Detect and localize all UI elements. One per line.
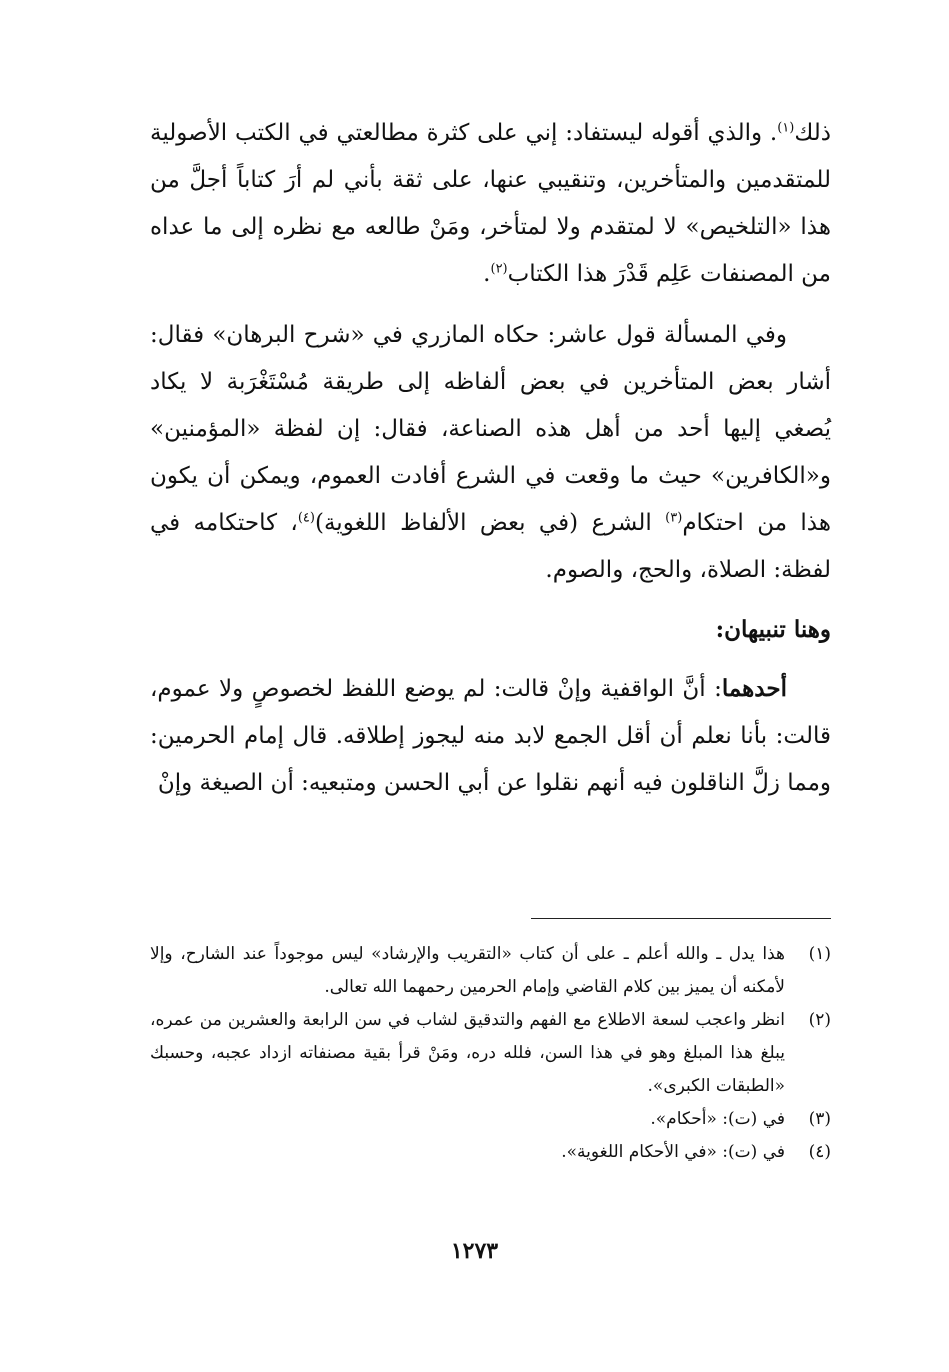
paragraph-2 <box>150 312 831 594</box>
footnote-2 <box>150 1004 831 1103</box>
footnote-text: انظر واعجب لسعة الاطلاع مع الفهم والتدقيق لشاب في سن الرابعة والعشرين من عمره، يبلغ هذا المبلغ وهو في هذا السن، فلله دره، ومَنْ قرأ بقية مصنفاته ازداد عجبه، وحسبك «الطبقات الكبرى». <box>150 1010 785 1096</box>
footnote-text: في (ت): «في الأحكام اللغوية». <box>561 1142 785 1162</box>
text-run: . والذي أقوله ليستفاد: إني على كثرة مطالعتي في الكتب الأصولية للمتقدمين والمتأخرين، وتنقيبي عنها، على ثقة بأني لم أرَ كتاباً أجلَّ من هذا «التلخيص» لا لمتقدم ولا لمتأخر، ومَنْ طالعه مع نظره إلى ما عداه من المصنفات عَلِم قَدْرَ هذا الكتاب <box>150 120 831 287</box>
footnote-number: (١) <box>808 944 831 964</box>
footnote-4 <box>150 1136 831 1169</box>
footnotes <box>150 938 831 1169</box>
lead-word: أحدهما <box>721 675 787 702</box>
paragraph-1 <box>150 110 831 298</box>
footnote-1 <box>150 938 831 1004</box>
text-run: ، كاحتكامه في لفظة: الصلاة، والحج، والصوم. <box>150 510 831 583</box>
footnote-ref-3[interactable]: (٣) <box>665 510 683 526</box>
footnote-ref-1[interactable]: (١) <box>777 120 795 136</box>
footnote-number: (٣) <box>808 1109 831 1129</box>
text-run: : أنَّ الواقفية وإنْ قالت: لم يوضع اللفظ لخصوصٍ ولا عموم، قالت: بأنا نعلم أن أقل الجمع لابد منه ليجوز إطلاقه. قال إمام الحرمين: ومما زلَّ الناقلون فيه أنهم نقلوا عن أبي الحسن ومتبعيه: أن الصيغة وإنْ <box>150 676 831 796</box>
text-run: الشرع (في بعض الألفاظ اللغوية) <box>314 510 666 536</box>
text-run: وفي المسألة قول عاشر: حكاه المازري في «شرح البرهان» فقال: أشار بعض المتأخرين في بعض ألفاظه إلى طريقة مُسْتَغْرَبة لا يكاد يُصغي إليها أحد من أهل هذه الصناعة، فقال: إن لفظة «المؤمنين» و«الكافرين» حيث ما وقعت في الشرع أفادت العموم، ويمكن أن يكون هذا من احتكام <box>150 322 831 536</box>
footnote-ref-4[interactable]: (٤) <box>297 510 315 526</box>
section-heading: وهنا تنبيهان: <box>715 616 831 643</box>
footnote-text: في (ت): «أحكام». <box>650 1109 785 1129</box>
text-run: . <box>483 261 491 287</box>
footnote-ref-2[interactable]: (٢) <box>490 261 508 277</box>
main-text <box>150 110 831 807</box>
footnote-divider <box>531 918 831 919</box>
text-run: ذلك <box>794 120 831 146</box>
page-number: ١٢٧٣ <box>450 1238 499 1264</box>
footnote-number: (٤) <box>808 1142 831 1162</box>
footnote-3 <box>150 1103 831 1136</box>
footnote-text: هذا يدل ـ والله أعلم ـ على أن كتاب «التقريب والإرشاد» ليس موجوداً عند الشارح، وإلا لأمكنه أن يميز بين كلام القاضي وإمام الحرمين رحمهما الله تعالى. <box>150 944 785 997</box>
footnote-number: (٢) <box>808 1010 831 1030</box>
paragraph-3 <box>150 665 831 807</box>
